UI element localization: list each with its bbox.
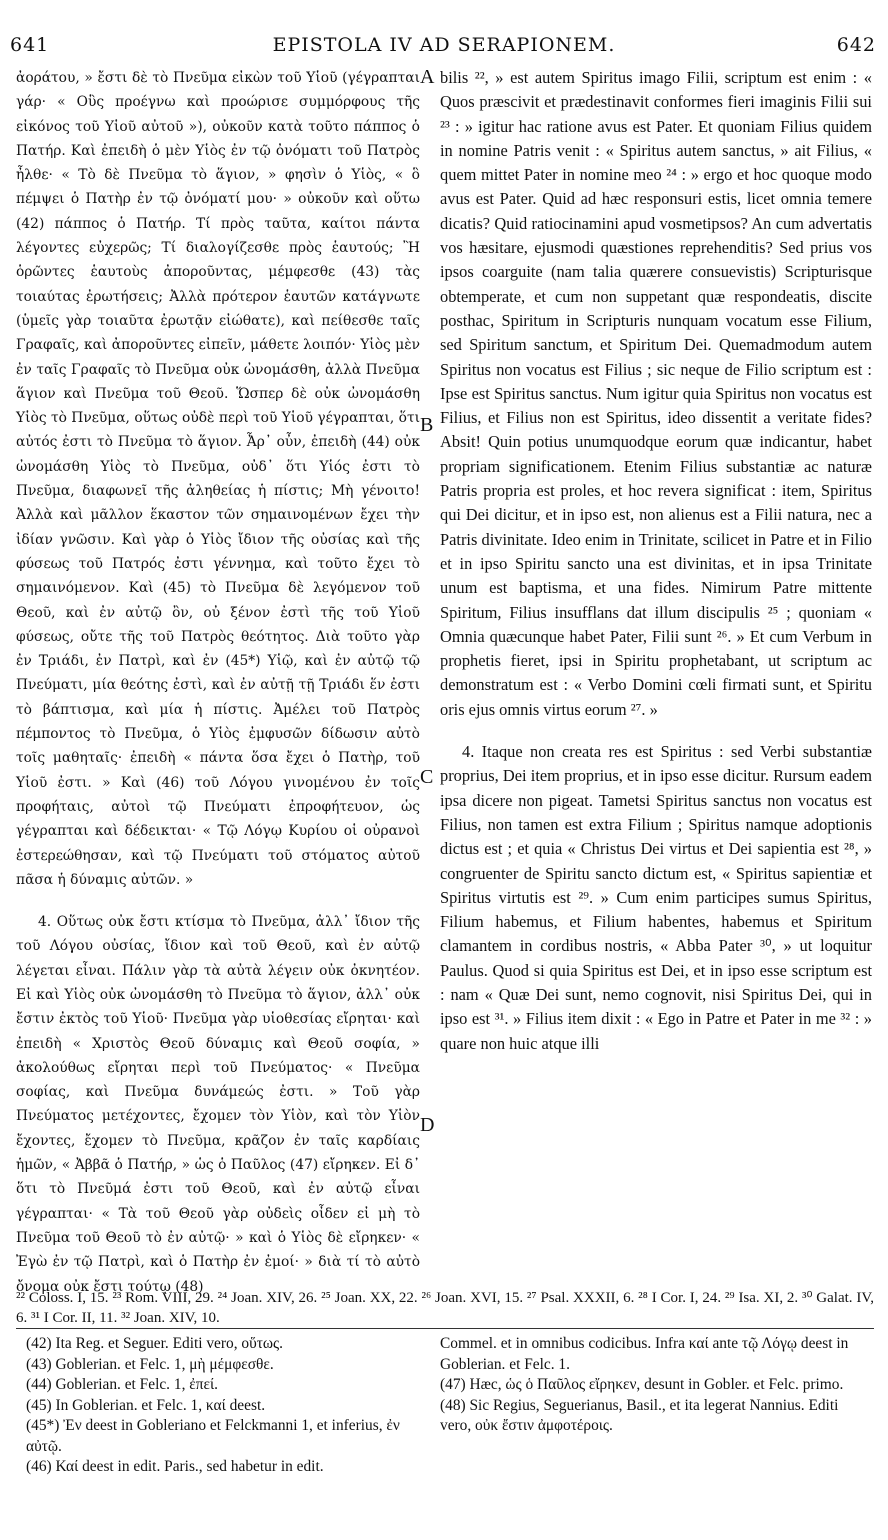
section-marker-a: A bbox=[420, 66, 435, 88]
variant-notes-left bbox=[26, 1334, 426, 1478]
variant-note: (45*) Ἐν deest in Gobleriano et Felckmanni 1, et inferius, ἐν αὐτῷ. bbox=[26, 1417, 400, 1455]
latin-column bbox=[440, 66, 872, 1056]
variant-note: (43) Goblerian. et Felc. 1, μὴ μέμφεσθε. bbox=[26, 1355, 274, 1373]
greek-paragraph-1: ἀοράτου, » ἔστι δὲ τὸ Πνεῦμα εἰκὼν τοῦ Υἱοῦ (γέγραπται γάρ· « Οὓς προέγνω καὶ προώρισε συμμόρφους τῆς εἰκόνος τοῦ Υἱοῦ αὐτοῦ »), οὐκοῦν κατὰ τοῦτο πάππος ὁ Πατήρ. Καὶ ἐπειδὴ ὁ μὲν Υἱὸς ἐν τῷ ὀνόματι τοῦ Πατρὸς ἦλθε· « Τὸ δὲ Πνεῦμα τὸ ἅγιον, » φησὶν ὁ Υἱὸς, « ὃ πέμψει ὁ Πατὴρ ἐν τῷ ὀνόματί μου· » οὐκοῦν καὶ οὕτω (42) πάππος ὁ Πατήρ. Τί πρὸς ταῦτα, καίτοι πάντα λέγοντες εὐχερῶς; Τί διαλογίζεσθε πρὸς ἑαυτούς; Ἢ ὁρῶντες ἑαυτοὺς ἀποροῦντας, μέμφεσθε (43) τὰς τοιαύτας ἐρωτήσεις; Ἀλλὰ πρότερον ἑαυτῶν κατάγνωτε (ὑμεῖς γὰρ τοιαῦτα ἐρωτᾷν εἰώθατε), καὶ πείθεσθε ταῖς Γραφαῖς, καὶ ἀποροῦντες εἰπεῖν, μάθετε λοιπόν· Υἱὸς μὲν ἐν ταῖς Γραφαῖς τὸ Πνεῦμα οὐκ ὠνομάσθη, ἀλλὰ Πνεῦμα ἅγιον καὶ Πνεῦμα τοῦ Θεοῦ. Ὥσπερ δὲ οὐκ ὠνομάσθη Υἱὸς τὸ Πνεῦμα, οὕτως οὐδὲ περὶ τοῦ Υἱοῦ γέγραπται, ὅτι αὐτός ἐστι τὸ Πνεῦμα τὸ ἅγιον. Ἆρ᾽ οὖν, ἐπειδὴ (44) οὐκ ὠνομάσθη Υἱὸς τὸ Πνεῦμα, οὐδ᾽ ὅτι Υἱός ἐστι τὸ Πνεῦμα, διαφωνεῖ τῆς ἀληθείας ἡ πίστις; Μὴ γένοιτο! Ἀλλὰ καὶ μᾶλλον ἕκαστον τῶν σημαινομένων ἔχει τὴν ἰδίαν γνῶσιν. Καὶ γὰρ ὁ Υἱὸς ἴδιον τῆς οὐσίας καὶ τῆς φύσεως τοῦ Πατρός ἐστι γέννημα, καὶ τοῦτο ἔχει τὸ σημαινόμενον. Καὶ (45) τὸ Πνεῦμα δὲ λεγόμενον τοῦ Θεοῦ, καὶ ἐν αὐτῷ ὂν, οὐ ξένον ἐστὶ τῆς τοῦ Υἱοῦ φύσεως, οὔτε τῆς τοῦ Πατρὸς θεότητος. Διὰ τοῦτο γὰρ ἐν Τριάδι, ἐν Πατρὶ, καὶ ἐν (45*) Υἱῷ, καὶ ἐν αὐτῷ τῷ Πνεύματι, μία θεότης ἐστὶ, καὶ ἐν αὐτῇ τῇ Τριάδι ἕν ἐστι τὸ βάπτισμα, καὶ μία ἡ πίστις. Ἀμέλει τοῦ Πατρὸς πέμποντος τὸ Πνεῦμα, ὁ Υἱὸς ἐμφυσῶν δίδωσιν αὐτὸ τοῖς μαθηταῖς· ἐπειδὴ « πάντα ὅσα ἔχει ὁ Πατὴρ, τοῦ Υἱοῦ ἐστι. » Καὶ (46) τοῦ Λόγου γινομένου ἐν τοῖς προφήταις, αὐτοὶ τῷ Πνεύματι ἐπροφήτευον, ὡς γέγραπται καὶ δέδεικται· « Τῷ Λόγῳ Κυρίου οἱ οὐρανοὶ ἐστερεώθησαν, καὶ τῷ Πνεύματι τοῦ στόματος αὐτοῦ πᾶσα ἡ δύναμις αὐτῶν. » bbox=[16, 70, 420, 888]
variant-note: (45) In Goblerian. et Felc. 1, καί deest. bbox=[26, 1396, 266, 1414]
notes-divider bbox=[16, 1328, 874, 1329]
variant-note: (47) Hæc, ὡς ὁ Παῦλος εἴρηκεν, desunt in Gobler. et Felc. primo. bbox=[440, 1376, 844, 1393]
running-header bbox=[0, 34, 888, 56]
variant-notes-right bbox=[440, 1334, 872, 1437]
latin-paragraph-1: bilis ²², » est autem Spiritus imago Filii, scriptum est enim : « Quos præscivit et prædestinavit conformes fieri imaginis Filii sui ²³ : » igitur hac ratione avus est Pater. Et quoniam Filius quidem in nomine Patris venit : « Spiritus autem sanctus, » ait Filius, « quem mittet Pater in nomine meo ²⁴ : » ergo et hoc quoque modo avus est Pater. Quid ad hæc responsuri estis, licet omnia temere dicatis? Quid ratiocinamini apud vosmetipsos? An cum advertatis vos hæsitare, ejusmodi quæstiones reprehenditis? Sed prius vos ipsos coarguite (nam talia quærere consuevistis) Scripturisque obtemperate, et cum non suppetant quæ respondeatis, discite posthac, Spiritum in Scripturis nunquam vocatum esse Filium, sed Spiritum sanctum, et Spiritum Dei. Quemadmodum autem Spiritus non vocatus est Filius ; sic neque de Filio scriptum est : Ipse est Spiritus sanctus. Num igitur quia Spiritus non vocatus est Filius, et Filius non est Spiritus, ideo dissentit a veritate fides? Absit! Quin potius unumquodque eorum quæ indicantur, habet propriam significationem. Etenim Filius substantiæ ac naturæ Patris propria est proles, et hoc revera significat : item, Spiritus qui Dei dicitur, et in ipso est, non alienus est a Filii natura, nec a Patris divinitate. Ideo enim in Trinitate, scilicet in Patre et in Filio et in ipso Spiritu sancto una est divinitas, et in ipsa Trinitate unum est baptisma, et una fides. Nimirum Patre mittente Spiritum, Filius insufflans dat illum discipulis ²⁵ ; quoniam « Omnia quæcunque habet Pater, Filii sunt ²⁶. » Et cum Verbum in prophetis fieret, ipsi in Spiritu prophetabant, ut scriptum ac demonstratum est : « Verbo Domini cœli firmati sunt, et Spiritu oris ejus omnis virtus eorum ²⁷. » bbox=[440, 68, 872, 719]
section-marker-d: D bbox=[420, 1114, 435, 1136]
page-number-right: 642 bbox=[836, 34, 876, 56]
scripture-references: ²² Coloss. I, 15. ²³ Rom. VIII, 29. ²⁴ Joan. XIV, 26. ²⁵ Joan. XX, 22. ²⁶ Joan. XVI, 15. ²⁷ Psal. XXXII, 6. ²⁸ I Cor. I, 24. ²⁹ Isa. XI, 2. ³⁰ Galat. IV, 6. ³¹ I Cor. II, 11. ³² Joan. XIV, 10. bbox=[16, 1290, 874, 1326]
variant-note: Commel. et in omnibus codicibus. Infra καί ante τῷ Λόγῳ deest in Goblerian. et Felc. 1. bbox=[440, 1335, 849, 1373]
section-marker-b: B bbox=[420, 414, 434, 436]
latin-paragraph-2: 4. Itaque non creata res est Spiritus : sed Verbi substantiæ proprius, Dei item proprius, et in ipso esse dicitur. Rursum eadem ipsa dicere non pigeat. Tametsi Spiritus sanctus non vocatus est Filius, non tamen est extra Filium ; Spiritus namque adoptionis dictus est ; et quia « Christus Dei virtus et Dei sapientia est ²⁸, » congruenter de Spiritu sancto dictum est, « Spiritus sapientiæ et Spiritus virtutis est ²⁹. » Cum enim participes sumus Spiritus, Filium habemus, et Filium habentes, habemus et Spiritum clamantem in cordibus nostris, « Abba Pater ³⁰, » ut loquitur Paulus. Quod si quia Spiritus est Dei, et in ipso esse scriptum est : nam « Quæ Dei sunt, nemo cognovit, nisi Spiritus Dei, qui in ipso est ³¹. » Filius item dixit : « Ego in Patre et Pater in me ³² : » quare non huic atque illi bbox=[440, 742, 872, 1053]
variant-note: (48) Sic Regius, Seguerianus, Basil., et ita legerat Nannius. Editi vero, οὐκ ἔστιν ἀμφοτέροις. bbox=[440, 1396, 839, 1434]
page-number-left: 641 bbox=[10, 34, 50, 56]
running-title: EPISTOLA IV AD SERAPIONEM. bbox=[272, 34, 616, 56]
greek-paragraph-2: 4. Οὕτως οὐκ ἔστι κτίσμα τὸ Πνεῦμα, ἀλλ᾽ ἴδιον τῆς τοῦ Λόγου οὐσίας, ἴδιον καὶ τοῦ Θεοῦ, καὶ ἐν αὐτῷ λέγεται εἶναι. Πάλιν γὰρ τὰ αὐτὰ λέγειν οὐκ ὀκνητέον. Εἰ καὶ Υἱὸς οὐκ ὠνομάσθη τὸ Πνεῦμα τὸ ἅγιον, ἀλλ᾽ οὐκ ἔστιν ἐκτὸς τοῦ Υἱοῦ· Πνεῦμα γὰρ υἱοθεσίας εἴρηται· καὶ ἐπειδὴ « Χριστὸς Θεοῦ δύναμις καὶ Θεοῦ σοφία, » ἀκολούθως εἴρηται περὶ τοῦ Πνεύματος· « Πνεῦμα σοφίας, καὶ Πνεῦμα δυνάμεώς ἐστι. » Τοῦ γὰρ Πνεύματος μετέχοντες, ἔχομεν τὸν Υἱὸν, καὶ τὸν Υἱὸν ἔχοντες, ἔχομεν τὸ Πνεῦμα, κρᾶζον ἐν ταῖς καρδίαις ἡμῶν, « Ἀββᾶ ὁ Πατήρ, » ὡς ὁ Παῦλος (47) εἴρηκεν. Εἰ δ᾽ ὅτι τὸ Πνεῦμά ἐστι τοῦ Θεοῦ, καὶ ἐν αὐτῷ εἶναι γέγραπται· « Τὰ τοῦ Θεοῦ γὰρ οὐδεὶς οἶδεν εἰ μὴ τὸ Πνεῦμα τοῦ Θεοῦ τὸ ἐν αὐτῷ· » καὶ ὁ Υἱὸς δὲ εἴρηκεν· « Ἐγὼ ἐν τῷ Πατρὶ, καὶ ὁ Πατὴρ ἐν ἐμοί· » διὰ τί τὸ αὐτὸ ὄνομα οὐκ ἔστι τούτῳ (48) bbox=[16, 914, 420, 1295]
variant-note: (46) Καί deest in edit. Paris., sed habetur in edit. bbox=[26, 1458, 324, 1475]
variant-note: (42) Ita Reg. et Seguer. Editi vero, οὕτως. bbox=[26, 1335, 283, 1352]
section-marker-c: C bbox=[420, 766, 434, 788]
greek-column bbox=[16, 66, 420, 1299]
variant-note: (44) Goblerian. et Felc. 1, ἐπεί. bbox=[26, 1376, 218, 1393]
